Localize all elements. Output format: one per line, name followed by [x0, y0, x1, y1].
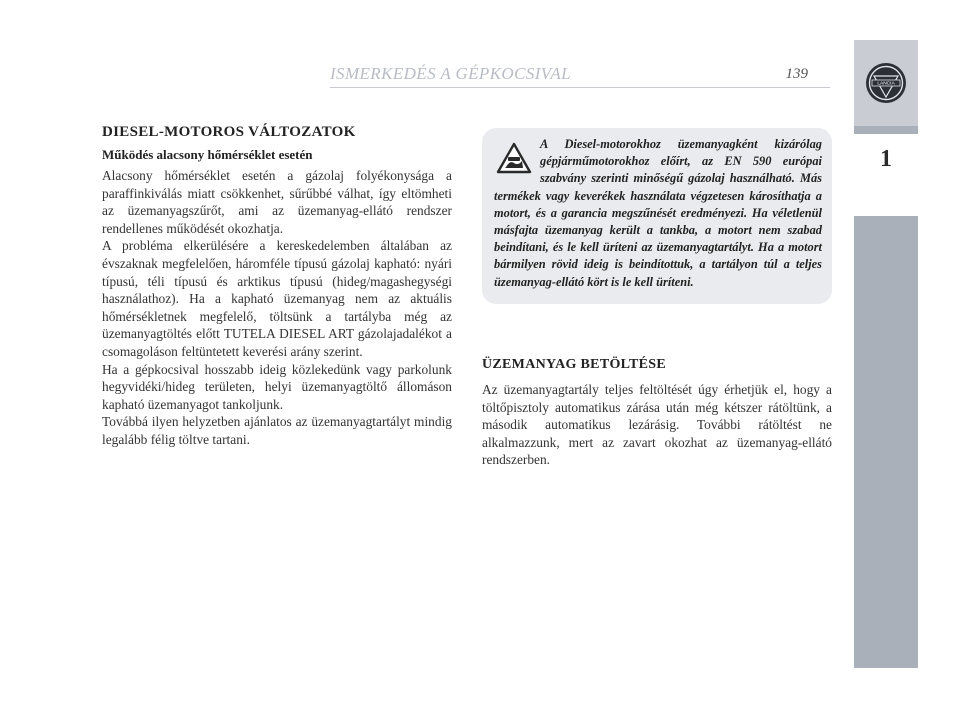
lancia-logo-icon: [865, 62, 907, 104]
chapter-box: [854, 130, 918, 216]
section-title-refuel: ÜZEMANYAG BETÖLTÉSE: [482, 357, 667, 372]
chapter-side-tab: [854, 40, 918, 668]
chapter-number: 1: [880, 146, 892, 172]
right-body-text: Az üzemanyagtartály teljes feltöltését úgy érhetjük el, hogy a töltőpisztoly automatikus zárása után még kétszer rátöltünk, a második automatikus lezárásig. További rátöltést ne alkalmazzunk, mert az zavart okozhat az üzemanyag-ellátó rendszerben.: [482, 382, 832, 468]
warning-text-wrap: [494, 136, 822, 291]
header-rule: [330, 87, 830, 88]
warning-text: A Diesel-motorokhoz üzemanyagként kizárólag gépjárműmotorokhoz előírt, az EN 590 európai szabvány szerinti minőségű gázolaj használható. Más termékek vagy keverékek használata végzetesen károsíthatja a motort, és a garancia megszűnését eredményezi. Ha véletlenül másfajta üzemanyag került a tankba, a motort nem szabad beindítani, és le kell üríteni az üzemanyagtartályt. Ha a motort bármilyen rövid ideig is beindítottuk, a tartályon túl a teljes üzemanyag-ellátó kört is le kell üríteni.: [494, 137, 822, 289]
warning-icon-spacer: [494, 136, 540, 186]
right-column: [482, 357, 832, 469]
subsection-title-low-temp: Működés alacsony hőmérséklet esetén: [102, 147, 313, 162]
running-title: ISMERKEDÉS A GÉPKOCSIVAL: [330, 64, 571, 83]
left-body-text: Alacsony hőmérséklet esetén a gázolaj folyékonysága a paraffinkiválás miatt csökkenhet, sűrűbbé válhat, így eltömheti az üzemanyagszűrőt, ami az üzemanyag-ellátó rendszer rendellenes működését okozhatja. A probléma elkerülésére a kereskedelemben általában az évszaknak megfelelően, háromféle típusú gázolaj kapható: nyári típusú, téli típusú és arktikus típusú (hideg/magashegységi használathoz). Ha a kapható üzemanyag nem az aktuális hőmérsékletnek megfelelő, töltsünk a tartályba még az üzemanyagtöltés előtt TUTELA DIESEL ART gázolajadalékot a csomagoláson feltüntetett keverési arány szerint. Ha a gépkocsival hosszabb ideig közlekedünk vagy parkolunk hegyvidéki/hideg területen, helyi üzemanyagtöltő állomáson kapható üzemanyagot tankoljunk. Továbbá ilyen helyzetben ajánlatos az üzemanyagtartályt mindig legalább félig töltve tartani.: [102, 168, 452, 447]
left-column: [102, 124, 452, 449]
logo-text: LANCIA: [877, 81, 895, 87]
page-number: 139: [785, 66, 808, 82]
tab-top: [854, 40, 918, 126]
warning-box: [482, 128, 832, 304]
running-head: [330, 58, 830, 88]
section-title-diesel: DIESEL-MOTOROS VÁLTOZATOK: [102, 124, 356, 140]
